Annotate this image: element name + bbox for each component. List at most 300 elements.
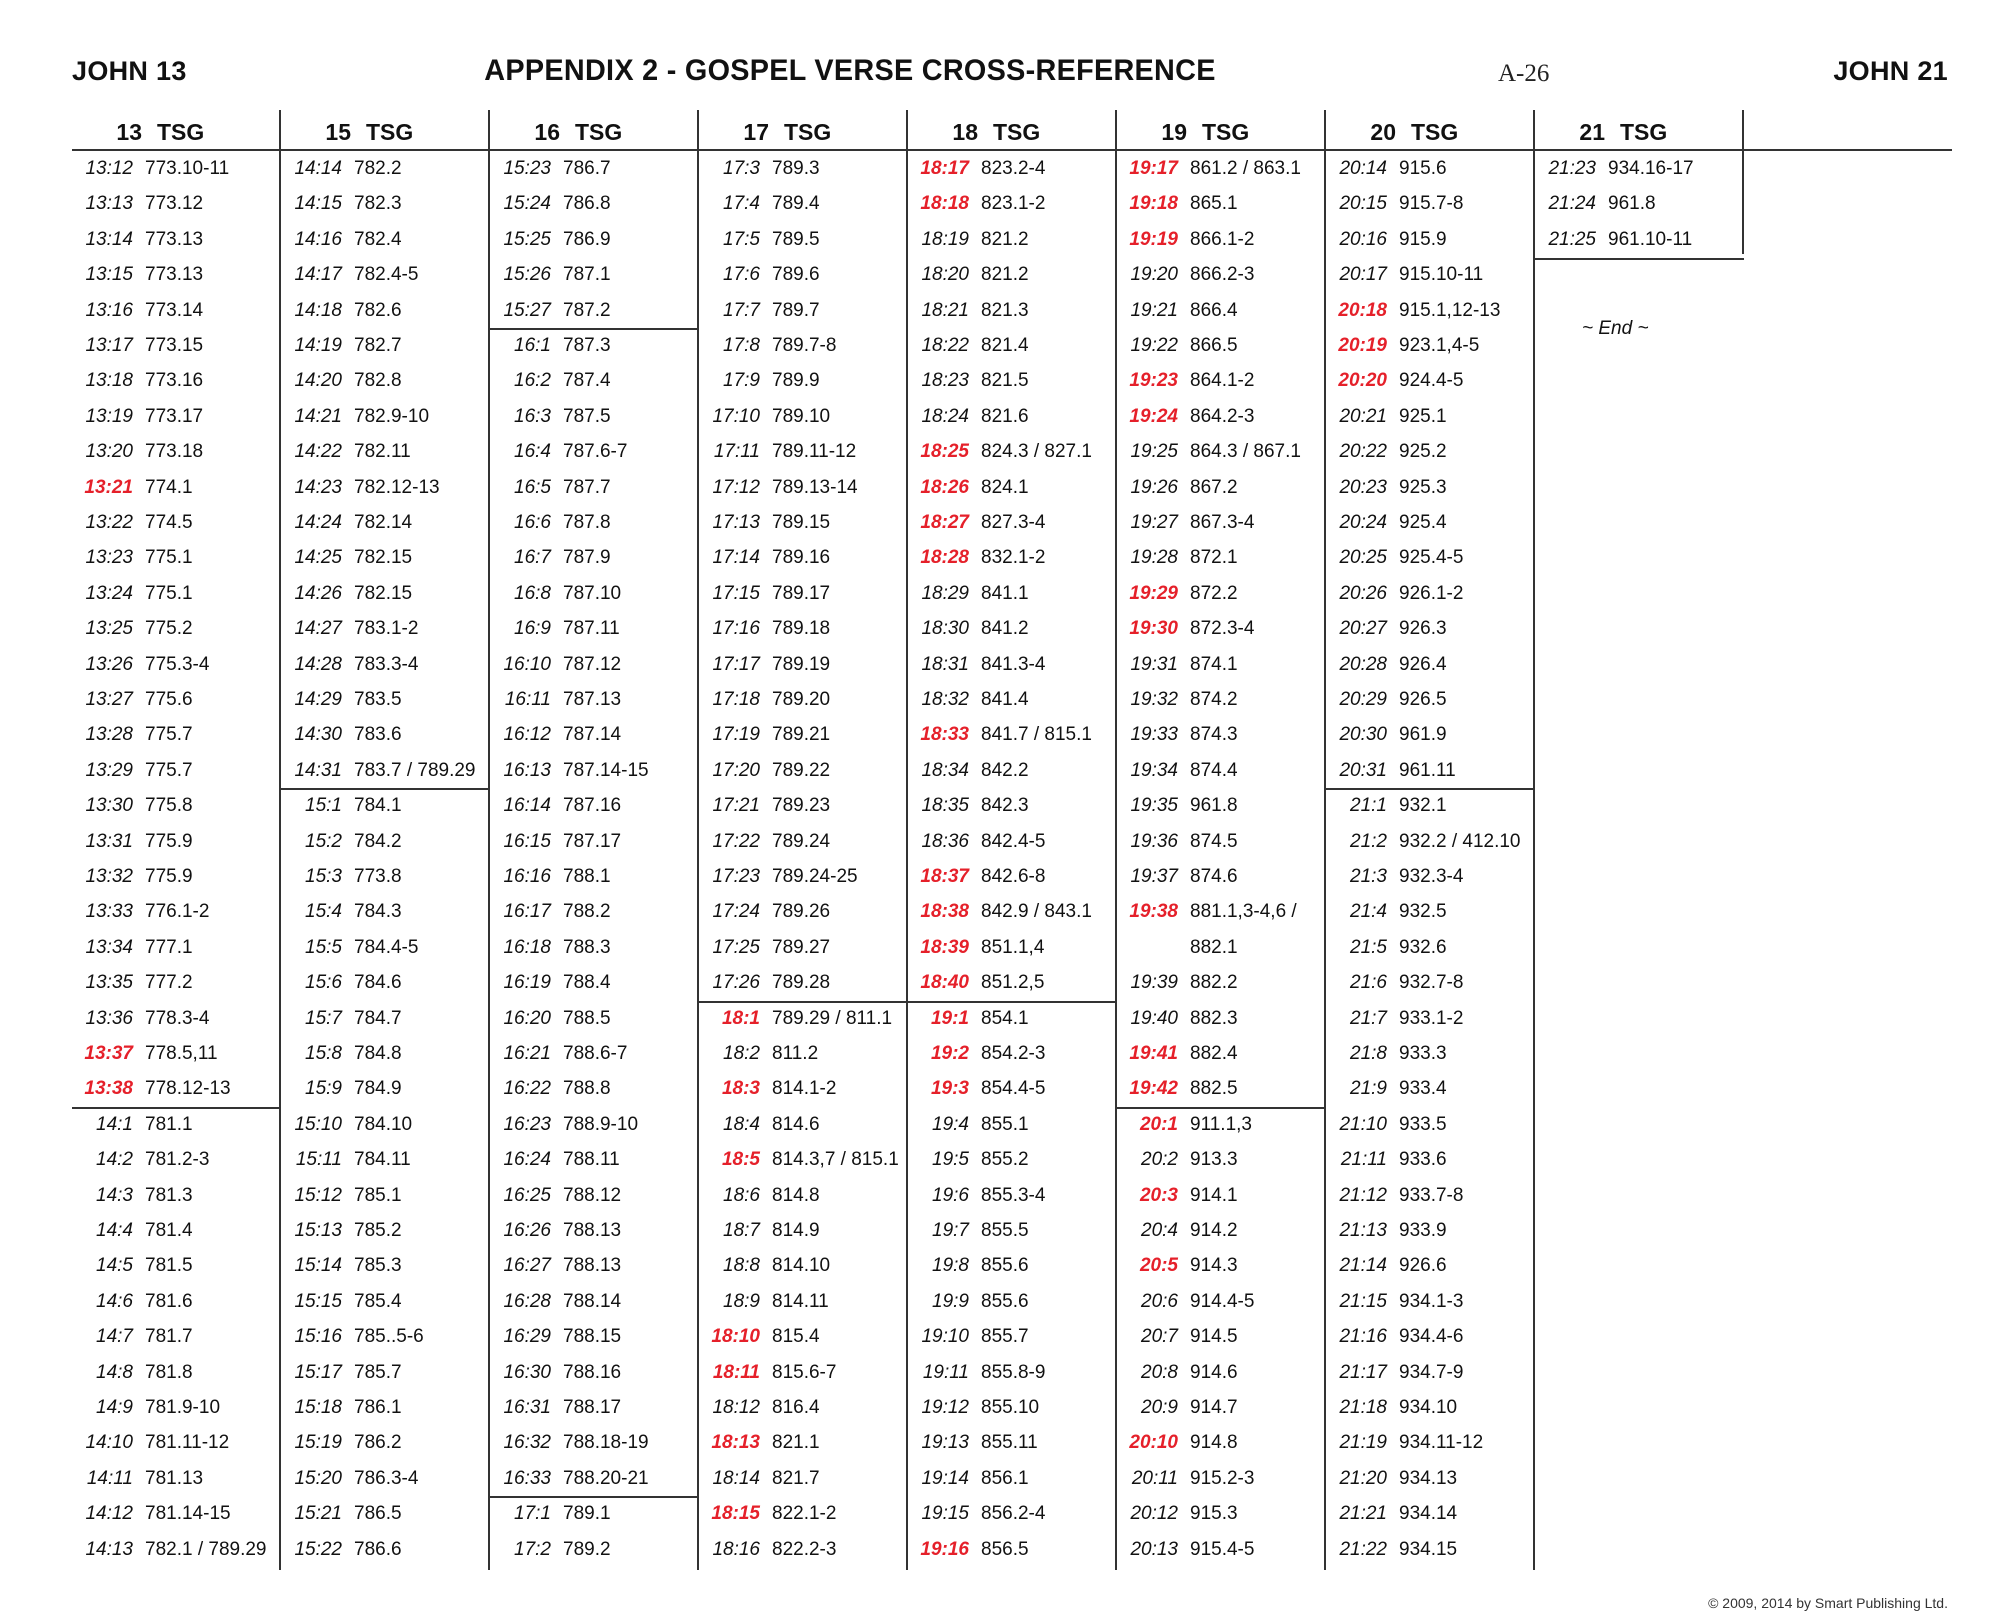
- verse-ref: 18:12: [712, 1397, 760, 1418]
- table-row: [281, 683, 489, 717]
- tsg-ref: 926.5: [1399, 689, 1447, 710]
- table-row: [72, 1533, 280, 1567]
- table-row: [281, 718, 489, 752]
- table-row: [908, 1533, 1116, 1567]
- tsg-ref: 784.3: [354, 901, 402, 923]
- table-row: [490, 1037, 698, 1071]
- table-row: [908, 506, 1116, 540]
- table-row: [1326, 648, 1534, 682]
- column-header: [1326, 110, 1534, 148]
- table-row: [72, 294, 280, 328]
- tsg-ref: 855.7: [981, 1326, 1029, 1348]
- tsg-ref: 789.26: [772, 901, 831, 923]
- tsg-ref: 781.13: [145, 1467, 204, 1489]
- tsg-ref: 854.1: [981, 1007, 1029, 1029]
- verse-ref: 19:29: [1129, 582, 1178, 604]
- tsg-ref: 841.2: [981, 618, 1029, 640]
- verse-ref: 14:30: [294, 724, 342, 746]
- verse-ref: 17:5: [723, 228, 760, 250]
- table-row: [1326, 683, 1534, 717]
- table-row: [281, 577, 489, 611]
- verse-ref: 19:22: [1130, 335, 1178, 356]
- table-row: [281, 895, 489, 929]
- column-chapter: 18: [952, 119, 978, 145]
- tsg-ref: 821.7: [772, 1467, 820, 1489]
- verse-ref: 14:10: [85, 1432, 133, 1454]
- tsg-ref: 827.3-4: [981, 512, 1046, 533]
- tsg-ref: 913.3: [1190, 1149, 1238, 1171]
- table-row: [490, 895, 698, 929]
- tsg-ref: 866.4: [1190, 299, 1238, 321]
- tsg-ref: 932.7-8: [1399, 972, 1464, 994]
- verse-ref: 13:35: [85, 972, 133, 994]
- tsg-ref: 914.3: [1190, 1255, 1238, 1277]
- tsg-ref: 788.6-7: [563, 1043, 628, 1064]
- table-row: [1117, 718, 1325, 752]
- tsg-ref: 788.8: [563, 1078, 611, 1100]
- tsg-ref: 782.9-10: [354, 405, 430, 427]
- verse-ref: 16:27: [503, 1255, 551, 1277]
- table-row: [72, 860, 280, 894]
- verse-ref: 19:16: [920, 1538, 969, 1560]
- table-row: [72, 329, 280, 363]
- verse-ref: 19:11: [922, 1361, 969, 1383]
- tsg-ref: 784.6: [354, 972, 402, 994]
- table-row: [72, 1108, 280, 1142]
- table-row: [72, 1426, 280, 1460]
- table-row: [490, 1108, 698, 1142]
- table-row: [1117, 1143, 1325, 1177]
- page-title: APPENDIX 2 - GOSPEL VERSE CROSS-REFERENCE: [484, 54, 1216, 87]
- verse-ref: 16:26: [503, 1220, 551, 1241]
- table-row: [490, 506, 698, 540]
- tsg-ref: 781.1: [145, 1113, 193, 1135]
- verse-ref: 15:26: [503, 264, 551, 286]
- tsg-ref: 933.5: [1399, 1113, 1447, 1135]
- table-row: [490, 364, 698, 398]
- verse-ref: 13:33: [85, 901, 133, 923]
- tsg-ref: 814.10: [772, 1255, 831, 1277]
- table-row: [281, 1285, 489, 1319]
- tsg-ref: 773.16: [145, 370, 204, 392]
- tsg-ref: 925.2: [1399, 441, 1447, 463]
- verse-ref: 15:3: [305, 866, 342, 887]
- table-row: [490, 471, 698, 505]
- tsg-ref: 773.8: [354, 866, 402, 887]
- verse-ref: 19:39: [1130, 972, 1178, 994]
- verse-ref: 19:33: [1130, 724, 1178, 746]
- tsg-ref: 864.2-3: [1190, 405, 1255, 427]
- table-row: [490, 152, 698, 186]
- tsg-ref: 789.2: [563, 1538, 611, 1560]
- tsg-ref: 855.2: [981, 1149, 1029, 1171]
- table-row: [281, 1214, 489, 1248]
- table-row: [490, 1391, 698, 1425]
- verse-ref: 17:3: [723, 158, 760, 179]
- verse-ref: 16:32: [503, 1432, 551, 1454]
- table-row: [1326, 1462, 1534, 1496]
- verse-ref: 18:24: [921, 405, 969, 427]
- column-chapter: 20: [1370, 119, 1396, 145]
- tsg-ref: 778.12-13: [145, 1078, 231, 1100]
- tsg-ref: 789.6: [772, 264, 820, 286]
- table-row: [908, 754, 1116, 788]
- column-tsg-label: TSG: [1620, 119, 1668, 145]
- verse-ref: 16:4: [514, 441, 551, 463]
- verse-ref: 20:30: [1339, 724, 1387, 746]
- verse-ref: 18:5: [721, 1149, 760, 1171]
- table-row: [1117, 258, 1325, 292]
- verse-ref: 16:10: [503, 653, 551, 675]
- tsg-ref: 787.5: [563, 405, 611, 427]
- tsg-ref: 775.3-4: [145, 653, 210, 675]
- table-row: [699, 825, 907, 859]
- table-row: [72, 471, 280, 505]
- verse-ref: 15:8: [305, 1043, 342, 1064]
- tsg-ref: 855.11: [981, 1432, 1038, 1454]
- table-row: [1117, 187, 1325, 221]
- table-row: [72, 1320, 280, 1354]
- verse-ref: 19:1: [930, 1007, 969, 1029]
- tsg-ref: 814.11: [772, 1290, 829, 1312]
- table-row: [699, 1426, 907, 1460]
- tsg-ref: 821.2: [981, 264, 1029, 286]
- tsg-ref: 789.17: [772, 582, 831, 604]
- table-row: [490, 1285, 698, 1319]
- tsg-ref: 866.5: [1190, 335, 1238, 356]
- verse-ref: 17:25: [712, 936, 760, 958]
- table-row: [699, 329, 907, 363]
- table-row: [699, 1179, 907, 1213]
- tsg-ref: 782.6: [354, 299, 402, 321]
- table-row: [908, 612, 1116, 646]
- table-row: [281, 1179, 489, 1213]
- table-row: [908, 1391, 1116, 1425]
- table-row: [1326, 966, 1534, 1000]
- table-row: [72, 1285, 280, 1319]
- tsg-ref: 782.4: [354, 228, 402, 250]
- tsg-ref: 815.6-7: [772, 1361, 837, 1383]
- table-row: [281, 1533, 489, 1567]
- tsg-ref: 821.3: [981, 299, 1029, 321]
- verse-ref: 16:2: [514, 370, 551, 392]
- verse-ref: 18:32: [921, 689, 969, 710]
- table-row: [281, 931, 489, 965]
- verse-ref: 20:27: [1339, 618, 1387, 640]
- tsg-ref: 864.1-2: [1190, 370, 1255, 392]
- tsg-ref: 773.14: [145, 299, 204, 321]
- verse-ref: 17:2: [514, 1538, 551, 1560]
- verse-ref: 17:21: [712, 795, 760, 817]
- table-row: [281, 258, 489, 292]
- verse-ref: 17:19: [712, 724, 760, 746]
- table-row: [281, 1143, 489, 1177]
- tsg-ref: 788.20-21: [563, 1467, 649, 1489]
- verse-ref: 20:5: [1139, 1255, 1178, 1277]
- verse-ref: 21:13: [1339, 1220, 1387, 1241]
- table-row: [699, 223, 907, 257]
- tsg-ref: 787.10: [563, 582, 622, 604]
- table-row: [908, 860, 1116, 894]
- verse-ref: 13:23: [85, 547, 133, 569]
- tsg-ref: 788.3: [563, 936, 611, 958]
- verse-ref: 14:12: [85, 1503, 133, 1525]
- table-row: [490, 612, 698, 646]
- table-row: [490, 648, 698, 682]
- column-18: [908, 110, 1116, 1560]
- verse-ref: 20:13: [1130, 1538, 1178, 1560]
- verse-ref: 18:27: [920, 512, 969, 533]
- verse-ref: 13:38: [84, 1078, 133, 1100]
- tsg-ref: 775.7: [145, 759, 193, 781]
- verse-ref: 20:20: [1338, 370, 1387, 392]
- verse-ref: 15:1: [305, 795, 342, 817]
- table-row: [281, 825, 489, 859]
- verse-ref: 18:3: [721, 1078, 760, 1100]
- tsg-ref: 882.3: [1190, 1007, 1238, 1029]
- verse-ref: 18:39: [920, 936, 969, 958]
- verse-ref: 14:21: [294, 405, 342, 427]
- verse-ref: 19:42: [1129, 1078, 1178, 1100]
- table-row: [72, 1179, 280, 1213]
- column-header: [72, 110, 280, 148]
- tsg-ref: 774.5: [145, 512, 193, 533]
- table-row: [72, 435, 280, 469]
- table-row: [1117, 364, 1325, 398]
- copyright-notice: © 2009, 2014 by Smart Publishing Ltd.: [1708, 1595, 1948, 1611]
- table-row: [1117, 1356, 1325, 1390]
- table-row: [1117, 435, 1325, 469]
- verse-ref: 19:4: [932, 1113, 969, 1135]
- tsg-ref: 781.3: [145, 1184, 193, 1206]
- table-row: [699, 1462, 907, 1496]
- table-row: [1326, 400, 1534, 434]
- verse-ref: 18:34: [921, 759, 969, 781]
- verse-ref: 18:15: [711, 1503, 760, 1525]
- table-row: [72, 1462, 280, 1496]
- verse-ref: 14:3: [96, 1184, 133, 1206]
- tsg-ref: 788.13: [563, 1255, 622, 1277]
- table-row: [281, 1356, 489, 1390]
- table-row: [1117, 1391, 1325, 1425]
- tsg-ref: 961.9: [1399, 724, 1447, 746]
- tsg-ref: 934.10: [1399, 1397, 1458, 1418]
- table-row: [1117, 223, 1325, 257]
- tsg-ref: 841.3-4: [981, 653, 1046, 675]
- table-row: [281, 1002, 489, 1036]
- table-row: [699, 612, 907, 646]
- table-row: [1326, 1143, 1534, 1177]
- verse-ref: 19:24: [1129, 405, 1178, 427]
- table-row: [1117, 1462, 1325, 1496]
- verse-ref: 16:9: [514, 618, 551, 640]
- table-row: [699, 364, 907, 398]
- verse-ref: 18:35: [921, 795, 969, 817]
- tsg-ref: 786.2: [354, 1432, 402, 1454]
- tsg-ref: 775.8: [145, 795, 193, 817]
- tsg-ref: 782.11: [354, 441, 411, 463]
- verse-ref: 19:10: [921, 1326, 969, 1348]
- table-row: [1326, 825, 1534, 859]
- verse-ref: 19:14: [921, 1467, 969, 1489]
- tsg-ref: 785.7: [354, 1361, 402, 1383]
- table-row: [1326, 187, 1534, 221]
- verse-ref: 18:4: [723, 1113, 760, 1135]
- verse-ref: 16:7: [514, 547, 551, 569]
- tsg-ref: 785.1: [354, 1184, 402, 1206]
- table-row: [908, 1179, 1116, 1213]
- tsg-ref: 915.4-5: [1190, 1538, 1255, 1560]
- table-row: [281, 1320, 489, 1354]
- table-row: [72, 1497, 280, 1531]
- tsg-ref: 914.7: [1190, 1397, 1238, 1418]
- table-row: [1117, 683, 1325, 717]
- verse-ref: 21:25: [1548, 228, 1596, 250]
- verse-ref: 14:7: [96, 1326, 133, 1348]
- header-left-reference: JOHN 13: [72, 56, 187, 86]
- verse-ref: 17:16: [712, 618, 760, 640]
- table-row: [1326, 577, 1534, 611]
- verse-ref: 14:11: [86, 1467, 133, 1489]
- table-row: [908, 329, 1116, 363]
- verse-ref: 15:9: [305, 1078, 342, 1100]
- verse-ref: 14:9: [96, 1397, 133, 1418]
- table-row: [908, 1497, 1116, 1531]
- verse-ref: 17:12: [712, 476, 760, 498]
- verse-ref: 13:21: [84, 476, 133, 498]
- column-19: [1117, 110, 1325, 1560]
- verse-ref: 18:29: [921, 582, 969, 604]
- verse-ref: 14:8: [96, 1361, 133, 1383]
- verse-ref: 17:17: [712, 653, 760, 675]
- tsg-ref: 778.5,11: [145, 1043, 218, 1064]
- tsg-ref: 787.7: [563, 476, 611, 498]
- verse-ref: 14:26: [294, 582, 342, 604]
- tsg-ref: 932.3-4: [1399, 866, 1464, 887]
- tsg-ref: 787.16: [563, 795, 622, 817]
- verse-ref: 13:20: [85, 441, 133, 463]
- verse-ref: 17:10: [712, 405, 760, 427]
- table-row: [1117, 789, 1325, 823]
- tsg-ref: 934.15: [1399, 1538, 1458, 1560]
- verse-ref: 16:31: [503, 1397, 551, 1418]
- table-row: [1535, 152, 1743, 186]
- verse-ref: 13:14: [85, 228, 133, 250]
- tsg-ref: 775.2: [145, 618, 193, 640]
- verse-ref: 19:31: [1130, 653, 1178, 675]
- verse-ref: 16:3: [514, 405, 551, 427]
- table-row: [490, 258, 698, 292]
- table-row: [490, 931, 698, 965]
- tsg-ref: 855.8-9: [981, 1361, 1046, 1383]
- verse-ref: 20:12: [1130, 1503, 1178, 1525]
- verse-ref: 20:18: [1338, 299, 1387, 321]
- verse-ref: 17:13: [712, 512, 760, 533]
- verse-ref: 13:24: [85, 582, 133, 604]
- table-row: [72, 754, 280, 788]
- verse-ref: 18:11: [712, 1361, 760, 1383]
- verse-ref: 17:14: [712, 547, 760, 569]
- tsg-ref: 851.2,5: [981, 972, 1045, 994]
- tsg-ref: 934.4-6: [1399, 1326, 1464, 1348]
- column-15: [281, 110, 489, 1560]
- verse-ref: 13:18: [85, 370, 133, 392]
- verse-ref: 14:15: [294, 193, 342, 215]
- table-row: [72, 1391, 280, 1425]
- tsg-ref: 925.4: [1399, 512, 1447, 533]
- table-row: [72, 825, 280, 859]
- table-row: [1326, 931, 1534, 965]
- verse-ref: 21:15: [1339, 1290, 1387, 1312]
- table-row: [1326, 1249, 1534, 1283]
- verse-ref: 15:4: [305, 901, 342, 923]
- verse-ref: 15:23: [503, 158, 551, 179]
- table-row: [490, 1179, 698, 1213]
- tsg-ref: 814.6: [772, 1113, 820, 1135]
- verse-ref: 13:36: [85, 1007, 133, 1029]
- tsg-ref: 787.14-15: [563, 759, 649, 781]
- tsg-ref: 915.3: [1190, 1503, 1238, 1525]
- verse-ref: 13:37: [84, 1043, 133, 1064]
- verse-ref: 15:17: [294, 1361, 342, 1383]
- table-row: [281, 1497, 489, 1531]
- table-row: [281, 435, 489, 469]
- tsg-ref: 914.4-5: [1190, 1290, 1255, 1312]
- verse-ref: 13:28: [85, 724, 133, 746]
- table-row: [699, 860, 907, 894]
- tsg-ref: 933.7-8: [1399, 1184, 1464, 1206]
- tsg-ref: 783.5: [354, 689, 402, 710]
- tsg-ref: 789.24-25: [772, 866, 858, 887]
- table-row: [908, 541, 1116, 575]
- table-row: [490, 1533, 698, 1567]
- table-row: [281, 152, 489, 186]
- verse-ref: 14:6: [96, 1290, 133, 1312]
- tsg-ref: 854.2-3: [981, 1043, 1046, 1064]
- table-row: [908, 931, 1116, 965]
- tsg-ref: 789.23: [772, 795, 831, 817]
- tsg-ref: 784.2: [354, 830, 402, 852]
- table-row: [908, 1002, 1116, 1036]
- table-row: [699, 1391, 907, 1425]
- tsg-ref: 788.2: [563, 901, 611, 923]
- tsg-ref: 773.12: [145, 193, 204, 215]
- table-row: [908, 223, 1116, 257]
- table-row: [908, 1214, 1116, 1248]
- verse-ref: 21:22: [1339, 1538, 1387, 1560]
- table-row: [908, 1072, 1116, 1106]
- verse-ref: 14:24: [294, 512, 342, 533]
- tsg-ref: 786.3-4: [354, 1467, 419, 1489]
- table-row: [1326, 1320, 1534, 1354]
- column-tsg-label: TSG: [157, 119, 205, 145]
- table-row: [1117, 400, 1325, 434]
- verse-ref: 21:12: [1339, 1184, 1387, 1206]
- verse-ref: 13:12: [85, 158, 133, 179]
- column-tsg-label: TSG: [1202, 119, 1250, 145]
- tsg-ref: 787.17: [563, 830, 622, 852]
- table-row: [699, 187, 907, 221]
- verse-ref: 21:19: [1339, 1432, 1387, 1454]
- verse-ref: 14:28: [294, 653, 342, 675]
- verse-ref: 16:15: [503, 830, 551, 852]
- tsg-ref: 932.6: [1399, 936, 1447, 958]
- verse-ref: 20:19: [1338, 335, 1387, 356]
- verse-ref: 18:16: [712, 1538, 760, 1560]
- table-row: [72, 187, 280, 221]
- verse-ref: 18:19: [921, 228, 969, 250]
- tsg-ref: 787.2: [563, 299, 611, 321]
